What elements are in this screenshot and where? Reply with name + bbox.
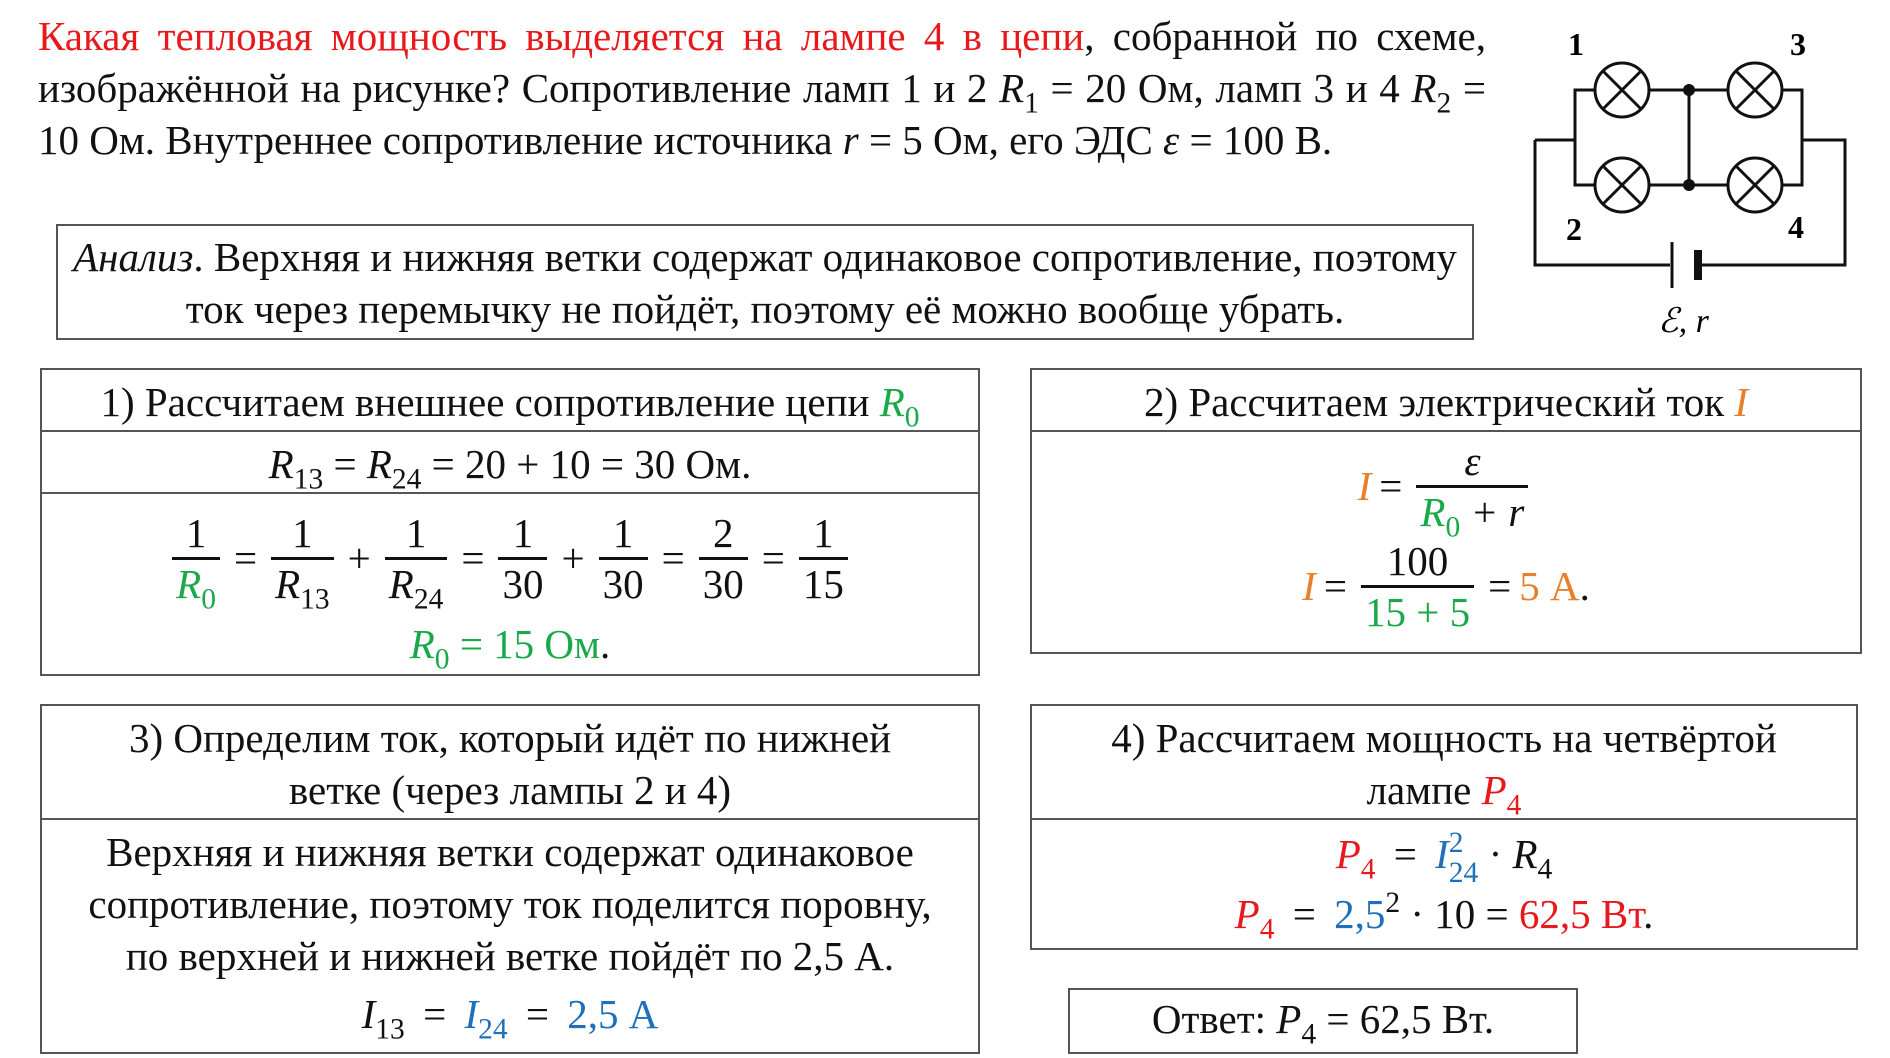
frac-1-r24: $\frac{1}{R_{24}}$ <box>385 509 448 608</box>
answer-label: Ответ: <box>1151 996 1277 1042</box>
frac-1-30-a: $\frac{1}{30}$ <box>498 509 547 608</box>
step3-body: Верхняя и нижняя ветки содержат одинаковое сопротивление, поэтому ток поделится поровну, по верхней и нижней ветке пойдёт по 2,5 А. $I_{13} = I_{24} = 2,5$ А <box>42 820 978 1040</box>
step1-fraction-chain: $\frac{1}{R_0}$ = $\frac{1}{R_{13}}$ + $\frac{1}{R_{24}}$ = $\frac{1}{30}$ + $\frac{1}{30}$ = $\frac{2}{30}$ = $\frac{1}{15}$ <box>42 498 978 618</box>
step3-box <box>40 704 980 1054</box>
step3-equation: $I_{13} = I_{24} = 2,5$ А <box>361 991 659 1046</box>
source-label: ℰ, r <box>1658 303 1709 340</box>
frac-1-r13: $\frac{1}{R_{13}}$ <box>271 509 334 608</box>
step4-box <box>1030 704 1858 950</box>
step1-title: 1) Рассчитаем внешнее сопротивление цепи $R_0$ <box>42 370 978 432</box>
lamp-1-icon <box>1595 63 1649 117</box>
frac-2-30: $\frac{2}{30}$ <box>699 509 748 608</box>
circuit-diagram <box>1520 20 1860 350</box>
step1-box <box>40 368 980 676</box>
step2-title: 2) Рассчитаем электрический ток I <box>1032 370 1860 432</box>
step2-formula-general: I = $\frac{\varepsilon}{R_0 + r}$ <box>1032 436 1860 536</box>
lamp-label-4: 4 <box>1788 209 1804 245</box>
lamp-4-icon <box>1728 158 1782 212</box>
step2-box <box>1030 368 1862 654</box>
lamp-2-icon <box>1595 158 1649 212</box>
lamp-label-3: 3 <box>1790 26 1806 62</box>
step1-result: $R_0 = 15$ Ом. <box>409 621 611 676</box>
lamp-label-2: 2 <box>1566 211 1582 247</box>
step2-formula-numeric: I = $\frac{100}{15 + 5}$ = 5 А . <box>1302 537 1590 635</box>
step4-formulas <box>1032 820 1856 946</box>
problem-question: Какая тепловая мощность выделяется на лампе 4 в цепи <box>38 13 1085 59</box>
frac-1-r0: $\frac{1}{R_0}$ <box>172 509 220 608</box>
analysis-text: . Верхняя и нижняя ветки содержат одинаковое сопротивление, поэтому ток через перемычку не пойдёт, поэтому её можно вообще убрать. <box>185 234 1457 332</box>
analysis-label: Анализ <box>73 234 194 280</box>
frac-1-30-b: $\frac{1}{30}$ <box>599 509 648 608</box>
step4-formula-numeric: $P_4 = 2,5^2 \cdot 10 = 62,5$ Вт. <box>1234 886 1654 946</box>
frac-1-15: $\frac{1}{15}$ <box>799 509 848 608</box>
lamp-label-1: 1 <box>1568 26 1584 62</box>
step3-title: 3) Определим ток, который идёт по нижней ветке (через лампы 2 и 4) <box>42 706 978 820</box>
lamp-3-icon <box>1728 63 1782 117</box>
problem-statement: Какая тепловая мощность выделяется на лампе 4 в цепи, собранной по схеме, изображённой на рисунке? Сопротивление ламп 1 и 2 $R_1 = 20$ Ом, ламп 3 и 4 $R_2 = 10$ Ом. Внутреннее сопротивление источника r = 5 Ом, его ЭДС ε = 100 В. <box>38 13 1486 163</box>
analysis-box <box>56 224 1474 340</box>
answer-box: Ответ: $P_4 = 62,5$ Вт. <box>1068 988 1578 1054</box>
answer-value: = 62,5 Вт. <box>1316 996 1495 1042</box>
step4-title: 4) Рассчитаем мощность на четвёртой лампе $P_4$ <box>1032 706 1856 820</box>
step4-formula-general: $P_4 = I$ 2 24 · $R_4$ <box>1335 827 1553 889</box>
step1-line1: $R_{13} = R_{24} = 20 + 10 = 30$ Ом. <box>42 432 978 494</box>
